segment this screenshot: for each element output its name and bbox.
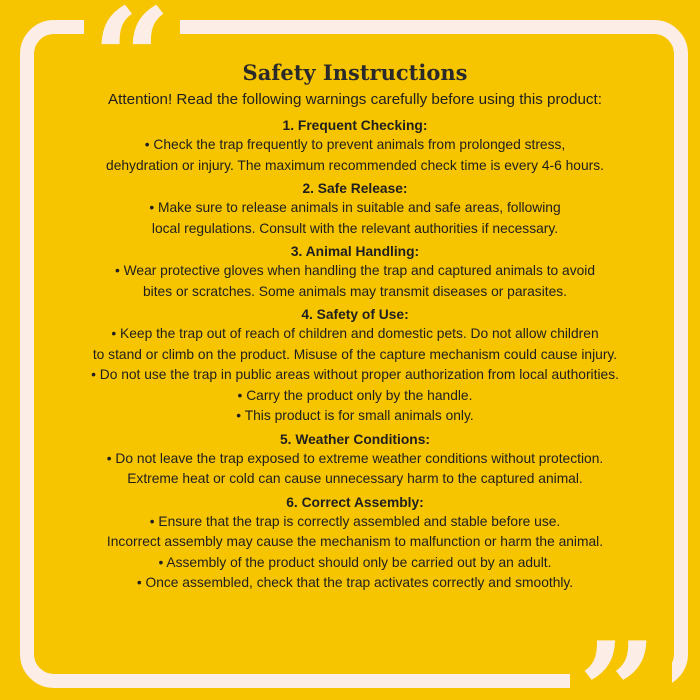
instruction-line: Incorrect assembly may cause the mechanism to malfunction or harm the animal. [106,534,604,549]
instruction-line: • This product is for small animals only. [236,408,474,423]
open-quote-icon: “ [92,0,172,140]
page-title: Safety Instructions [242,60,468,85]
section-heading: 4. Safety of Use: [301,307,409,322]
section-3 [40,242,670,302]
instruction-line: • Do not leave the trap exposed to extreme weather conditions without protection. [106,450,604,466]
sections-list [40,116,670,594]
safety-content [40,58,670,594]
section-heading: 3. Animal Handling: [290,244,420,259]
section-2 [40,179,670,239]
instruction-line: dehydration or injury. The maximum recommended check time is every 4-6 hours. [106,157,604,173]
instruction-line: local regulations. Consult with the relevant authorities if necessary. [151,220,559,236]
instruction-line: • Make sure to release animals in suitable and safe areas, following [149,200,561,215]
section-1 [40,116,670,176]
instruction-line: • Once assembled, check that the trap activates correctly and smoothly. [136,575,574,590]
instruction-line: to stand or climb on the product. Misuse of the capture mechanism could cause injury. [92,346,618,362]
instruction-line: • Wear protective gloves when handling the trap and captured animals to avoid [114,263,596,278]
section-5 [40,430,670,490]
instruction-line: • Ensure that the trap is correctly assembled and stable before use. [149,513,561,529]
section-heading: 6. Correct Assembly: [286,494,424,510]
instruction-line: bites or scratches. Some animals may transmit diseases or parasites. [142,283,568,299]
instruction-line: • Assembly of the product should only be carried out by an adult. [158,554,552,570]
section-6 [40,493,670,594]
instruction-line: • Keep the trap out of reach of children and domestic pets. Do not allow children [111,326,599,341]
section-heading: 1. Frequent Checking: [282,118,428,133]
close-quote-icon: ” [578,611,658,700]
instruction-line: Extreme heat or cold can cause unnecessary harm to the captured animal. [127,471,583,486]
instruction-line: • Do not use the trap in public areas without proper authorization from local authorities. [91,367,619,382]
section-heading: 5. Weather Conditions: [280,431,430,447]
instruction-line: • Carry the product only by the handle. [237,387,473,403]
intro-text: Attention! Read the following warnings carefully before using this product: [108,91,602,108]
instruction-line: • Check the trap frequently to prevent animals from prolonged stress, [144,137,566,152]
section-heading: 2. Safe Release: [302,181,408,196]
section-4 [40,305,670,427]
